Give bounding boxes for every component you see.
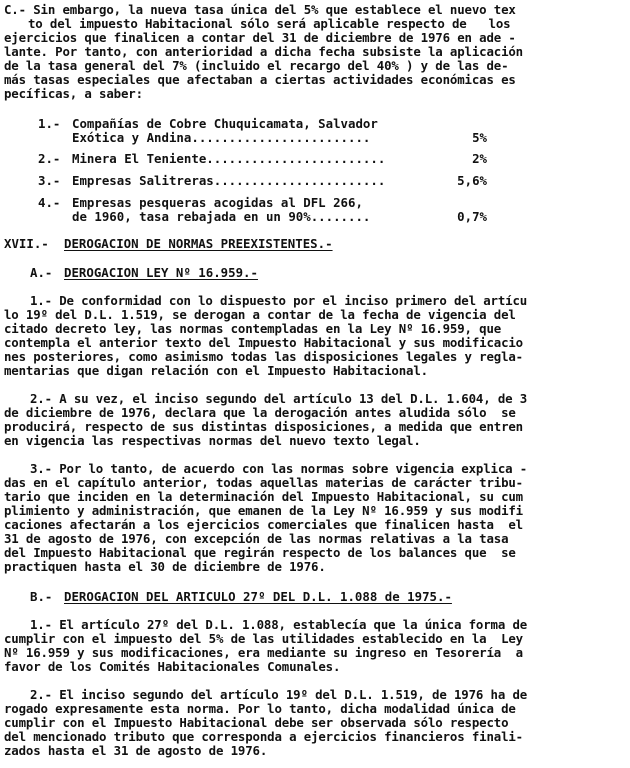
section-a-p3-line-4: plimiento y administración, que emanen de la Ley Nº 16.959 y sus modifi — [4, 503, 523, 518]
list-item-1-line-1: Compañías de Cobre Chuquicamata, Salvador — [72, 116, 378, 131]
section-b-p1-line-2: cumplir con el impuesto del 5% de las utilidades establecido en la Ley — [4, 631, 523, 646]
section-b-p2-line-5: zados hasta el 31 de agosto de 1976. — [4, 743, 268, 758]
list-item-2-line-1: Minera El Teniente........................ — [72, 151, 386, 166]
section-a-p2-line-1: 2.- A su vez, el inciso segundo del artículo 13 del D.L. 1.604, de 3 — [30, 391, 528, 406]
section-b-letter: B.- — [30, 589, 53, 604]
section-a-p2-line-4: en vigencia las respectivas normas del nuevo texto legal. — [4, 433, 421, 448]
section-a-p3-line-6: 31 de agosto de 1976, con excepción de las normas relativas a la tasa — [4, 531, 509, 546]
section-b-p1-line-4: favor de los Comités Habitacionales Comunales. — [4, 659, 341, 674]
section-a-p3-line-5: caciones afectarán a los ejercicios comerciales que finalicen hasta el — [4, 517, 523, 532]
list-item-4-line-2: de 1960, tasa rebajada en un 90%........ — [72, 209, 371, 224]
section-xvii-number: XVII.- — [4, 236, 49, 251]
section-a-p1-line-5: nes posteriores, como asimismo todas las disposiciones legales y regla- — [4, 349, 523, 364]
section-a-p1-line-6: mentarias que digan relación con el Impuesto Habitacional. — [4, 363, 428, 378]
section-c-line-7: pecíficas, a saber: — [4, 86, 143, 101]
list-item-4-value: 0,7% — [457, 209, 487, 224]
section-c-line-1: C.- Sin embargo, la nueva tasa única del 5% que establece el nuevo tex — [4, 2, 516, 17]
list-item-1-value: 5% — [472, 130, 487, 145]
list-item-4-num: 4.- — [38, 195, 61, 210]
section-a-p1-line-2: lo 19º del D.L. 1.519, se derogan a contar de la fecha de vigencia del — [4, 307, 516, 322]
section-a-p3-line-2: das en el capítulo anterior, todas aquellas materias de carácter tribu- — [4, 475, 523, 490]
list-item-2-value: 2% — [472, 151, 487, 166]
section-xvii-title: DEROGACION DE NORMAS PREEXISTENTES.- — [64, 236, 333, 251]
list-item-2-num: 2.- — [38, 151, 61, 166]
section-c-line-3: ejercicios que finalicen a contar del 31 de diciembre de 1976 en ade - — [4, 30, 516, 45]
section-a-p1-line-1: 1.- De conformidad con lo dispuesto por el inciso primero del artícu — [30, 293, 528, 308]
section-a-p2-line-2: de diciembre de 1976, declara que la derogación antes aludida sólo se — [4, 405, 516, 420]
section-c-line-4: lante. Por tanto, con anterioridad a dicha fecha subsiste la aplicación — [4, 44, 523, 59]
section-b-p1-line-1: 1.- El artículo 27º del D.L. 1.088, establecía que la única forma de — [30, 617, 528, 632]
list-item-3-value: 5,6% — [457, 173, 487, 188]
section-c-line-6: más tasas especiales que afectaban a ciertas actividades económicas es — [4, 72, 516, 87]
section-b-p2-line-1: 2.- El inciso segundo del artículo 19º del D.L. 1.519, de 1976 ha de — [30, 687, 528, 702]
section-a-p2-line-3: producirá, respecto de sus distintas disposiciones, a medida que entren — [4, 419, 523, 434]
list-item-1-num: 1.- — [38, 116, 61, 131]
list-item-4-line-1: Empresas pesqueras acogidas al DFL 266, — [72, 195, 363, 210]
section-b-p2-line-4: del mencionado tributo que corresponda a ejercicios financieros finali- — [4, 729, 523, 744]
section-b-title: DEROGACION DEL ARTICULO 27º DEL D.L. 1.088 de 1975.- — [64, 589, 452, 604]
section-c-line-5: de la tasa general del 7% (incluido el recargo del 40% ) y de las de- — [4, 58, 509, 73]
section-a-letter: A.- — [30, 265, 53, 280]
section-a-p3-line-8: practiquen hasta el 30 de diciembre de 1976. — [4, 559, 326, 574]
section-a-p1-line-4: contempla el anterior texto del Impuesto Habitacional y sus modificacio — [4, 335, 523, 350]
section-b-p2-line-3: cumplir con el Impuesto Habitacional debe ser observada sólo respecto — [4, 715, 509, 730]
list-item-3-num: 3.- — [38, 173, 61, 188]
list-item-1-line-2: Exótica y Andina........................ — [72, 130, 371, 145]
list-item-3-line-1: Empresas Salitreras....................... — [72, 173, 386, 188]
section-b-p2-line-2: rogado expresamente esta norma. Por lo tanto, dicha modalidad única de — [4, 701, 516, 716]
section-c-line-2: to del impuesto Habitacional sólo será aplicable respecto de los — [28, 16, 511, 31]
section-b-p1-line-3: Nº 16.959 y sus modificaciones, era mediante su ingreso en Tesorería a — [4, 645, 523, 660]
section-a-p1-line-3: citado decreto ley, las normas contempladas en la Ley Nº 16.959, que — [4, 321, 502, 336]
section-a-p3-line-7: del Impuesto Habitacional que regirán respecto de los balances que se — [4, 545, 516, 560]
section-a-title: DEROGACION LEY Nº 16.959.- — [64, 265, 258, 280]
section-a-p3-line-1: 3.- Por lo tanto, de acuerdo con las normas sobre vigencia explica - — [30, 461, 528, 476]
section-a-p3-line-3: tario que inciden en la determinación del Impuesto Habitacional, su cum — [4, 489, 523, 504]
